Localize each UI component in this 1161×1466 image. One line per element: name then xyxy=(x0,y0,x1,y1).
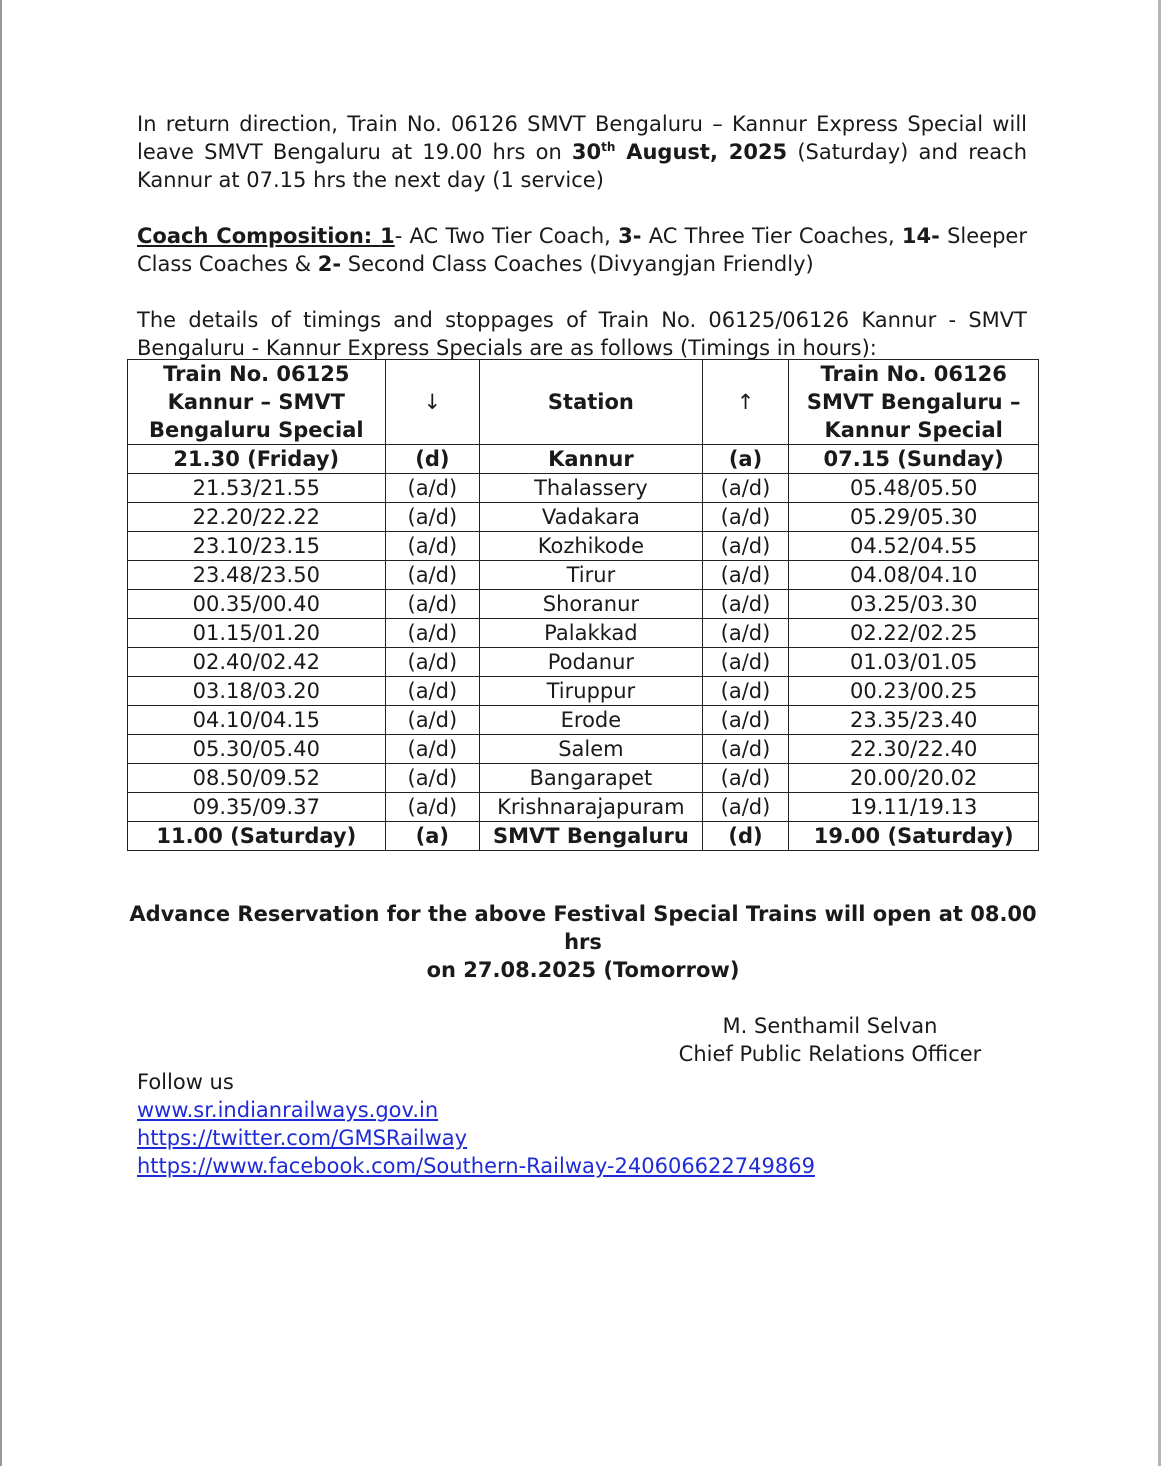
return-time: 23.35/23.40 xyxy=(789,706,1039,735)
return-time: 19.00 (Saturday) xyxy=(789,822,1039,851)
down-marker: (a/d) xyxy=(385,735,480,764)
return-time: 00.23/00.25 xyxy=(789,677,1039,706)
date-month-year: August, 2025 xyxy=(615,140,788,164)
coach-type-4: Second Class Coaches (Divyangjan Friendly) xyxy=(341,252,814,276)
table-row xyxy=(128,561,1039,590)
departure-time: 02.40/02.42 xyxy=(128,648,386,677)
header-station: Station xyxy=(480,360,703,445)
timing-table xyxy=(127,359,1039,851)
advance-reservation-line-2: on 27.08.2025 (Tomorrow) xyxy=(426,958,740,982)
departure-time: 04.10/04.15 xyxy=(128,706,386,735)
up-marker: (a/d) xyxy=(702,764,789,793)
return-time: 05.48/05.50 xyxy=(789,474,1039,503)
station-name: Erode xyxy=(480,706,703,735)
return-time: 04.52/04.55 xyxy=(789,532,1039,561)
table-row xyxy=(128,793,1039,822)
advance-reservation-line-1: Advance Reservation for the above Festival Special Trains will open at 08.00 hrs xyxy=(129,902,1037,954)
departure-time: 08.50/09.52 xyxy=(128,764,386,793)
return-time: 01.03/01.05 xyxy=(789,648,1039,677)
return-direction-paragraph xyxy=(137,110,1027,194)
return-time: 05.29/05.30 xyxy=(789,503,1039,532)
header-train-06126: Train No. 06126 SMVT Bengaluru – Kannur Special xyxy=(789,360,1039,445)
date-suffix: th xyxy=(601,140,616,154)
station-name: Vadakara xyxy=(480,503,703,532)
up-marker: (a/d) xyxy=(702,677,789,706)
document-body xyxy=(137,110,1027,362)
twitter-link[interactable]: https://twitter.com/GMSRailway xyxy=(137,1126,468,1150)
down-marker: (a/d) xyxy=(385,561,480,590)
return-direction-text: In return direction, Train No. 06126 SMVT Bengaluru – Kannur Express Special will leave SMVT Bengaluru at 19.00 hrs on xyxy=(137,112,1027,164)
departure-time: 09.35/09.37 xyxy=(128,793,386,822)
up-marker: (a/d) xyxy=(702,561,789,590)
departure-time: 11.00 (Saturday) xyxy=(128,822,386,851)
table-row xyxy=(128,764,1039,793)
coach-composition-label: Coach Composition: xyxy=(137,224,381,248)
coach-count-1: 1 xyxy=(380,224,395,248)
facebook-link[interactable]: https://www.facebook.com/Southern-Railway-240606622749869 xyxy=(137,1154,815,1178)
down-marker: (a/d) xyxy=(385,706,480,735)
down-marker: (a/d) xyxy=(385,590,480,619)
advance-reservation-notice xyxy=(127,900,1039,984)
departure-time: 23.48/23.50 xyxy=(128,561,386,590)
down-marker: (a) xyxy=(385,822,480,851)
signature-block xyxy=(620,1012,1040,1068)
station-name: Kozhikode xyxy=(480,532,703,561)
table-row xyxy=(128,648,1039,677)
down-marker: (a/d) xyxy=(385,619,480,648)
return-time: 22.30/22.40 xyxy=(789,735,1039,764)
departure-time: 01.15/01.20 xyxy=(128,619,386,648)
up-marker: (a/d) xyxy=(702,532,789,561)
station-name: SMVT Bengaluru xyxy=(480,822,703,851)
date-day: 30 xyxy=(571,140,602,164)
table-row xyxy=(128,735,1039,764)
table-row xyxy=(128,706,1039,735)
details-intro: The details of timings and stoppages of Train No. 06125/06126 Kannur - SMVT Bengaluru - Kannur Express Specials are as follows (Timings in hours): xyxy=(137,308,1027,360)
up-marker: (a/d) xyxy=(702,619,789,648)
return-direction-tail: (Saturday) and reach Kannur at 07.15 hrs the next day (1 service) xyxy=(137,140,1028,192)
down-marker: (d) xyxy=(385,445,480,474)
table-row xyxy=(128,619,1039,648)
up-marker: (a/d) xyxy=(702,706,789,735)
table-row xyxy=(128,590,1039,619)
up-marker: (a/d) xyxy=(702,735,789,764)
departure-time: 05.30/05.40 xyxy=(128,735,386,764)
return-time: 02.22/02.25 xyxy=(789,619,1039,648)
up-marker: (d) xyxy=(702,822,789,851)
coach-type-1: - AC Two Tier Coach, xyxy=(394,224,619,248)
return-time: 03.25/03.30 xyxy=(789,590,1039,619)
timing-table-header xyxy=(128,360,1039,445)
up-marker: (a/d) xyxy=(702,503,789,532)
return-time: 07.15 (Sunday) xyxy=(789,445,1039,474)
departure-time: 23.10/23.15 xyxy=(128,532,386,561)
signatory-title: Chief Public Relations Officer xyxy=(678,1042,982,1066)
departure-time: 22.20/22.22 xyxy=(128,503,386,532)
table-row xyxy=(128,822,1039,851)
station-name: Tiruppur xyxy=(480,677,703,706)
station-name: Thalassery xyxy=(480,474,703,503)
station-name: Krishnarajapuram xyxy=(480,793,703,822)
follow-us-section xyxy=(137,1068,815,1180)
website-link[interactable]: www.sr.indianrailways.gov.in xyxy=(137,1098,439,1122)
down-marker: (a/d) xyxy=(385,648,480,677)
up-marker: (a/d) xyxy=(702,474,789,503)
down-marker: (a/d) xyxy=(385,532,480,561)
station-name: Salem xyxy=(480,735,703,764)
down-arrow-icon: ↓ xyxy=(385,360,480,445)
return-time: 04.08/04.10 xyxy=(789,561,1039,590)
station-name: Kannur xyxy=(480,445,703,474)
up-marker: (a/d) xyxy=(702,793,789,822)
down-marker: (a/d) xyxy=(385,677,480,706)
down-marker: (a/d) xyxy=(385,503,480,532)
down-marker: (a/d) xyxy=(385,474,480,503)
station-name: Podanur xyxy=(480,648,703,677)
down-marker: (a/d) xyxy=(385,793,480,822)
timing-table-body xyxy=(128,445,1039,851)
up-marker: (a) xyxy=(702,445,789,474)
down-marker: (a/d) xyxy=(385,764,480,793)
departure-time: 00.35/00.40 xyxy=(128,590,386,619)
station-name: Palakkad xyxy=(480,619,703,648)
table-row xyxy=(128,445,1039,474)
signatory-name: M. Senthamil Selvan xyxy=(722,1014,938,1038)
return-time: 19.11/19.13 xyxy=(789,793,1039,822)
station-name: Bangarapet xyxy=(480,764,703,793)
follow-us-label: Follow us xyxy=(137,1070,234,1094)
table-row xyxy=(128,532,1039,561)
departure-time: 21.30 (Friday) xyxy=(128,445,386,474)
coach-count-4: 2- xyxy=(317,252,342,276)
departure-time: 21.53/21.55 xyxy=(128,474,386,503)
table-row xyxy=(128,474,1039,503)
page-left-edge xyxy=(0,0,2,1466)
coach-composition-paragraph xyxy=(137,222,1027,278)
up-marker: (a/d) xyxy=(702,590,789,619)
station-name: Shoranur xyxy=(480,590,703,619)
coach-count-2: 3- xyxy=(618,224,642,248)
up-arrow-icon: ↑ xyxy=(702,360,789,445)
coach-type-3: Sleeper Class Coaches & xyxy=(137,224,1027,276)
header-train-06125: Train No. 06125 Kannur – SMVT Bengaluru Special xyxy=(128,360,386,445)
station-name: Tirur xyxy=(480,561,703,590)
coach-count-3: 14- xyxy=(901,224,940,248)
return-time: 20.00/20.02 xyxy=(789,764,1039,793)
coach-type-2: AC Three Tier Coaches, xyxy=(641,224,902,248)
departure-time: 03.18/03.20 xyxy=(128,677,386,706)
table-row xyxy=(128,677,1039,706)
up-marker: (a/d) xyxy=(702,648,789,677)
table-row xyxy=(128,503,1039,532)
